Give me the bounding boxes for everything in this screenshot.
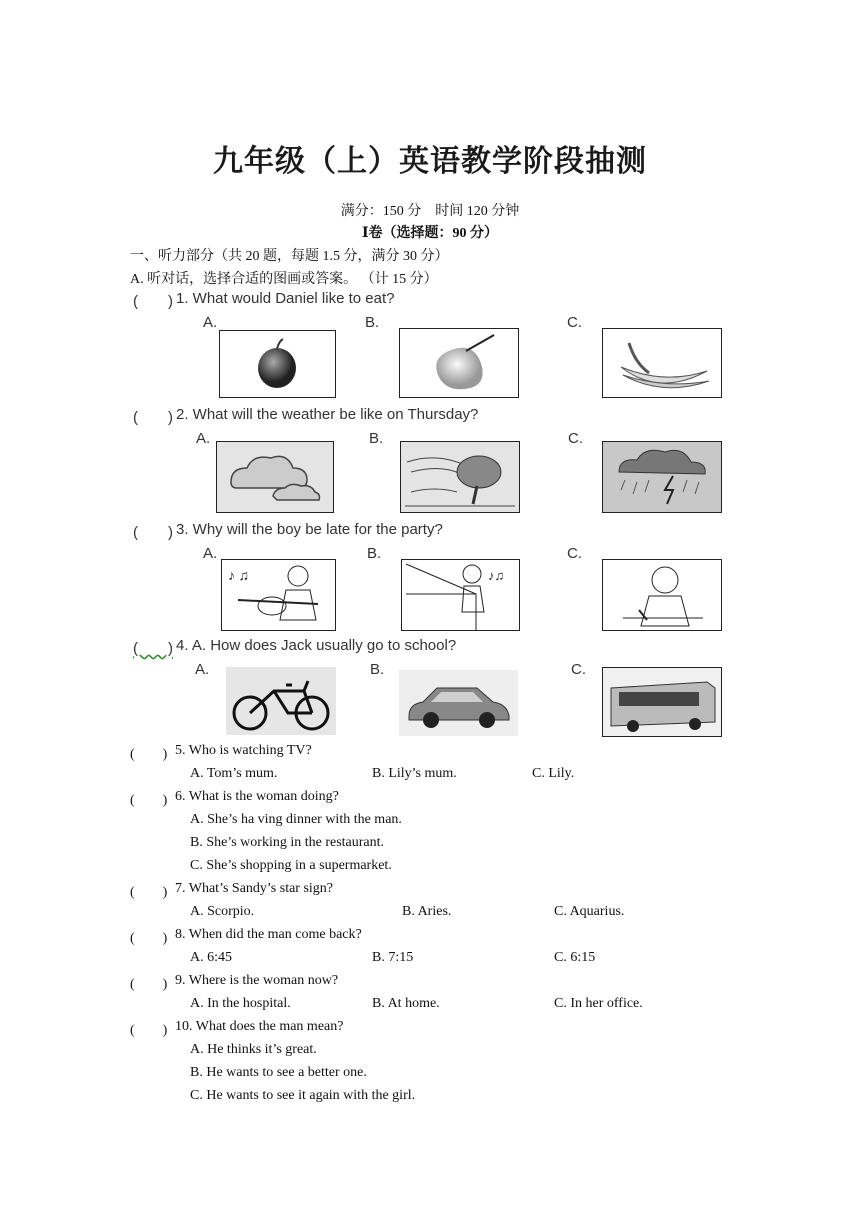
question-1-option-c: C. — [567, 314, 582, 331]
question-7-option-b: B. Aries. — [402, 904, 452, 919]
bananas-image — [602, 328, 722, 398]
question-5-option-c: C. Lily. — [532, 766, 575, 781]
question-9-option-a: A. In the hospital. — [190, 996, 291, 1011]
question-10-option-b: B. He wants to see a better one. — [190, 1065, 367, 1080]
question-10-text: 10. What does the man mean? — [175, 1019, 344, 1034]
page-title: 九年级（上）英语教学阶段抽测 — [213, 144, 647, 179]
question-7-bracket: ( ) — [130, 885, 168, 900]
apple-image — [219, 330, 336, 398]
question-7-text: 7. What’s Sandy’s star sign? — [175, 881, 334, 896]
part-a-heading: A. 听对话，选择合适的图画或答案。 （计 15 分） — [130, 272, 438, 287]
question-10-option-a: A. He thinks it’s great. — [190, 1042, 317, 1057]
question-8-bracket: ( ) — [130, 931, 168, 946]
stormy-image — [602, 441, 722, 513]
question-6-text: 6. What is the woman doing? — [175, 789, 339, 804]
question-2-bracket: ( ) — [133, 409, 173, 426]
question-6-option-a: A. She’s ha ving dinner with the man. — [190, 812, 402, 827]
question-3-option-b: B. — [367, 545, 382, 562]
question-2-option-a: A. — [196, 430, 211, 447]
question-8-option-c: C. 6:15 — [554, 950, 596, 965]
question-5-text: 5. Who is watching TV? — [175, 743, 312, 758]
question-1-option-b: B. — [365, 314, 380, 331]
question-4-option-c: C. — [571, 661, 586, 678]
question-10-option-c: C. He wants to see it again with the girl. — [190, 1088, 416, 1103]
question-4-option-a: A. — [195, 661, 210, 678]
question-5-option-b: B. Lily’s mum. — [372, 766, 457, 781]
svg-text:♪ ♫: ♪ ♫ — [228, 569, 249, 584]
question-8-text: 8. When did the man come back? — [175, 927, 362, 942]
bicycle-image — [226, 667, 336, 735]
question-1-text: 1. What would Daniel like to eat? — [176, 290, 395, 307]
question-1-option-a: A. — [203, 314, 218, 331]
question-3-text: 3. Why will the boy be late for the party? — [176, 521, 443, 538]
exam-meta: 满分：150 分 时间 120 分钟 — [340, 204, 520, 219]
svg-text:♪♫: ♪♫ — [488, 568, 505, 583]
question-4-text: 4. A. How does Jack usually go to school? — [176, 637, 457, 654]
question-2-option-b: B. — [369, 430, 384, 447]
pear-image — [399, 328, 519, 398]
section-heading: 一、听力部分（共 20 题，每题 1.5 分，满分 30 分） — [130, 249, 449, 264]
question-5-option-a: A. Tom’s mum. — [190, 766, 278, 781]
question-7-option-c: C. Aquarius. — [554, 904, 625, 919]
question-9-text: 9. Where is the woman now? — [175, 973, 339, 988]
question-3-option-c: C. — [567, 545, 582, 562]
question-7-option-a: A. Scorpio. — [190, 904, 255, 919]
windy-image — [400, 441, 520, 513]
boy-piano-image — [401, 559, 520, 631]
boy-guitar-image — [221, 559, 336, 631]
question-8-option-b: B. 7:15 — [372, 950, 414, 965]
question-10-bracket: ( ) — [130, 1023, 168, 1038]
volume-heading: Ⅰ卷（选择题：90 分） — [361, 226, 499, 241]
bus-image — [602, 667, 722, 737]
question-1-bracket: ( ) — [133, 293, 173, 310]
question-6-option-c: C. She’s shopping in a supermarket. — [190, 858, 392, 873]
question-2-text: 2. What will the weather be like on Thursday? — [176, 406, 479, 423]
question-5-bracket: ( ) — [130, 747, 168, 762]
question-4-bracket: ( ) — [133, 640, 173, 657]
question-9-option-c: C. In her office. — [554, 996, 643, 1011]
question-8-option-a: A. 6:45 — [190, 950, 232, 965]
question-6-option-b: B. She’s working in the restaurant. — [190, 835, 385, 850]
cloudy-image — [216, 441, 334, 513]
boy-writing-image — [602, 559, 722, 631]
question-3-option-a: A. — [203, 545, 218, 562]
question-4-option-b: B. — [370, 661, 385, 678]
question-9-option-b: B. At home. — [372, 996, 440, 1011]
question-2-option-c: C. — [568, 430, 583, 447]
question-3-bracket: ( ) — [133, 524, 173, 541]
car-image — [399, 670, 518, 736]
question-9-bracket: ( ) — [130, 977, 168, 992]
question-6-bracket: ( ) — [130, 793, 168, 808]
